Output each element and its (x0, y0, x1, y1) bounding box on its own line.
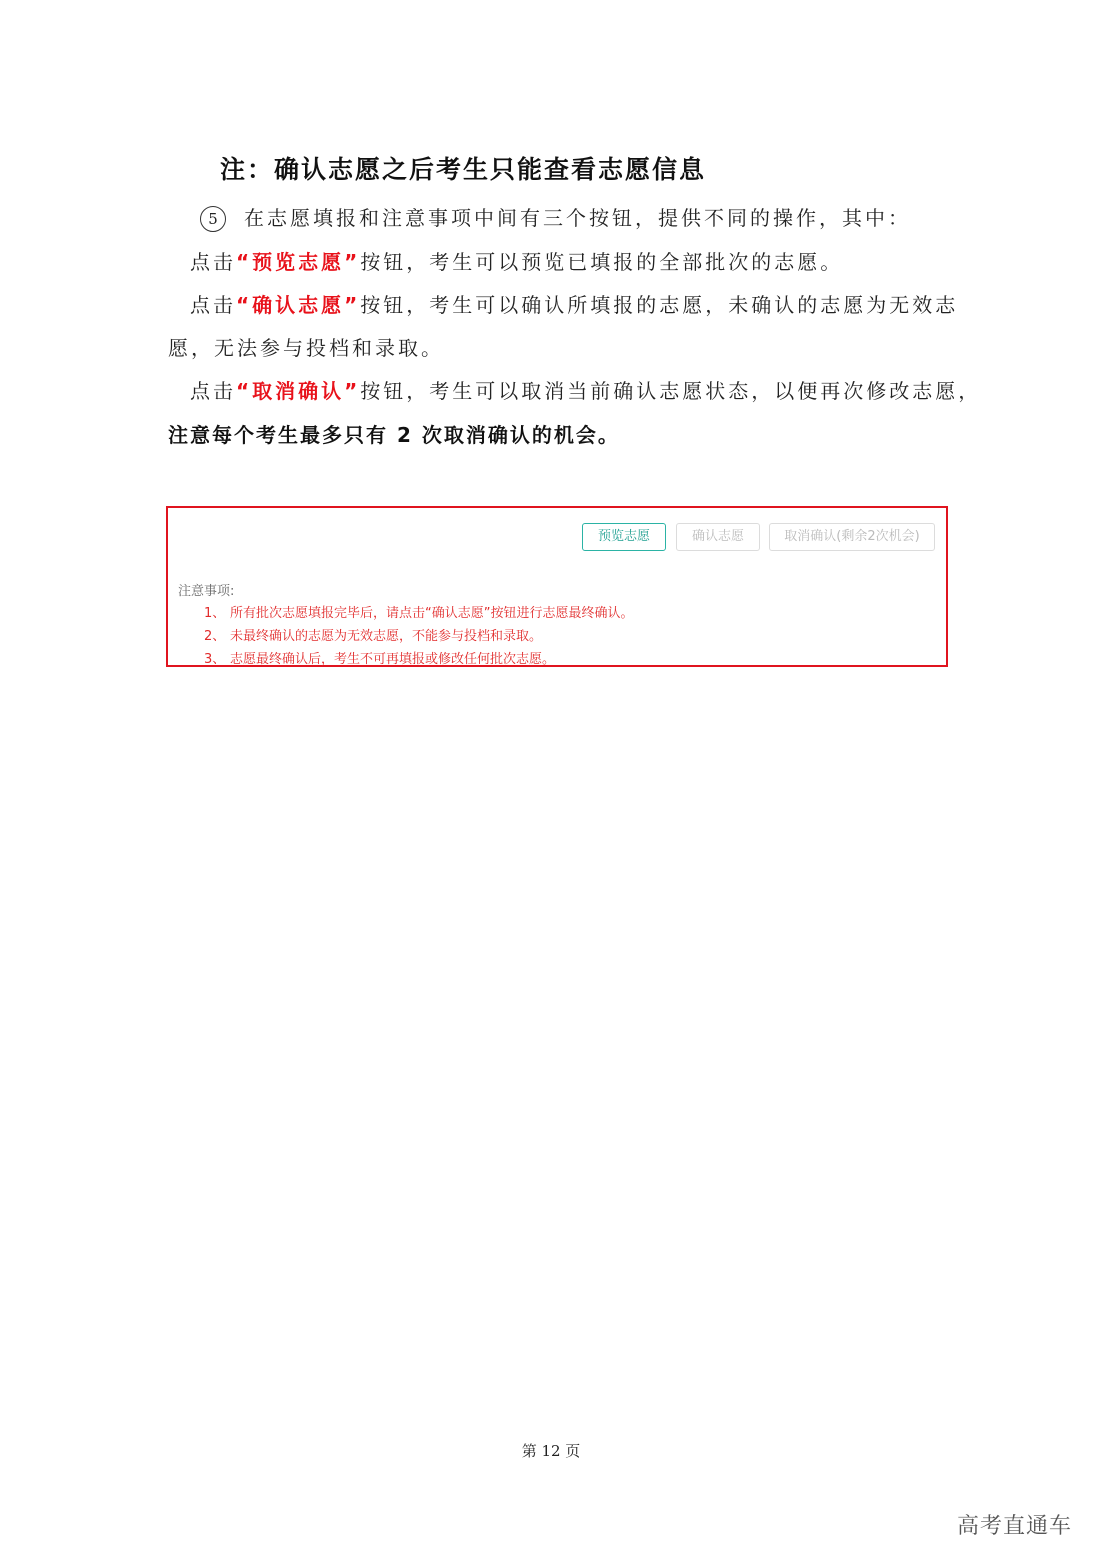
notes-item-text: 志愿最终确认后，考生不可再填报或修改任何批次志愿。 (230, 652, 556, 667)
intro-text: 在志愿填报和注意事项中间有三个按钮，提供不同的操作，其中： (244, 206, 911, 230)
cancel-highlight: “取消确认” (236, 379, 361, 403)
confirm-continuation: 愿，无法参与投档和录取。 (168, 336, 444, 360)
prefix-text: 点击 (190, 379, 236, 403)
confirm-paragraph (190, 290, 958, 320)
notes-item (204, 625, 542, 644)
confirm-highlight: “确认志愿” (236, 293, 361, 317)
notes-item-number: 2、 (204, 629, 226, 644)
cancel-confirm-button[interactable]: 取消确认(剩余2次机会) (769, 523, 935, 551)
cancel-description: 按钮，考生可以取消当前确认志愿状态，以便再次修改志愿， (360, 379, 982, 403)
confirm-description: 按钮，考生可以确认所填报的志愿，未确认的志愿为无效志 (360, 293, 959, 317)
note-title: 注：确认志愿之后考生只能查看志愿信息 (220, 155, 707, 184)
notes-item (204, 648, 555, 667)
notes-item (204, 602, 633, 621)
notes-item-text: 未最终确认的志愿为无效志愿，不能参与投档和录取。 (230, 629, 543, 644)
notes-item-text: 所有批次志愿填报完毕后，请点击“确认志愿”按钮进行志愿最终确认。 (230, 606, 634, 621)
preview-paragraph (190, 247, 843, 277)
page-number: 第 12 页 (521, 1442, 581, 1460)
bold-note: 注意每个考生最多只有 2 次取消确认的机会。 (168, 423, 620, 447)
notes-heading: 注意事项: (178, 584, 235, 599)
preview-highlight: “预览志愿” (236, 250, 361, 274)
intro-paragraph (200, 203, 911, 233)
step-number-badge: 5 (200, 206, 226, 232)
watermark: 高考直通车 (956, 1514, 1072, 1539)
prefix-text: 点击 (190, 293, 236, 317)
preview-description: 按钮，考生可以预览已填报的全部批次的志愿。 (360, 250, 844, 274)
prefix-text: 点击 (190, 250, 236, 274)
notes-item-number: 1、 (204, 606, 226, 621)
notes-item-number: 3、 (204, 652, 226, 667)
preview-volunteer-button[interactable]: 预览志愿 (582, 523, 666, 551)
embedded-screenshot (166, 506, 948, 667)
cancel-paragraph (190, 376, 981, 406)
confirm-volunteer-button[interactable]: 确认志愿 (676, 523, 760, 551)
